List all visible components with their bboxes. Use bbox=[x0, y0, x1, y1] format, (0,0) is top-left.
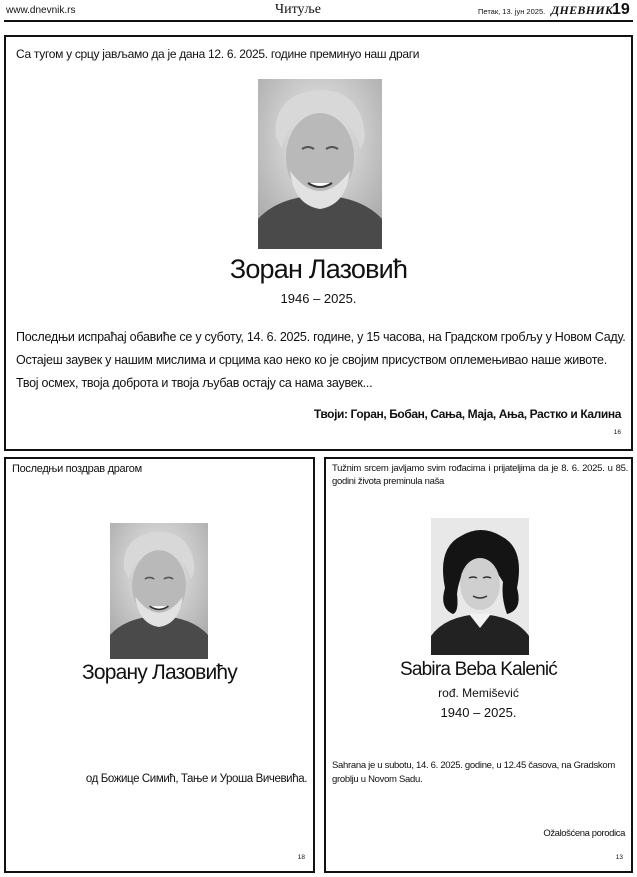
notice-code: 13 bbox=[615, 854, 623, 861]
life-years: 1940 – 2025. bbox=[440, 705, 517, 720]
deceased-name: Зоран Лазовић bbox=[229, 254, 408, 284]
notice-line: Твој осмех, твоја доброта и твоја љубав остају са нама заувек... bbox=[16, 376, 373, 390]
portrait-photo bbox=[431, 518, 529, 655]
funeral-info: Sahrana je u subotu, 14. 6. 2025. godine, u 12.45 časova, na Gradskom groblju u Novom Sadu. bbox=[332, 760, 615, 785]
notice-signature: Ožalošćena porodica bbox=[543, 828, 625, 839]
obituary-notice-2 bbox=[4, 457, 315, 873]
notice-line: Остајеш заувек у нашим мислима и срцима као неко ко је својим присуством оплемењивао наше животе. bbox=[16, 353, 607, 367]
issue-date: Петак, 13. јун 2025. bbox=[478, 7, 546, 16]
header-rule bbox=[4, 20, 633, 22]
portrait-photo bbox=[110, 523, 208, 659]
section-title: Читуље bbox=[275, 2, 321, 17]
obituary-notice-3 bbox=[324, 457, 633, 873]
site-url[interactable]: www.dnevnik.rs bbox=[6, 5, 76, 16]
deceased-name: Sabira Beba Kalenić bbox=[400, 659, 557, 680]
deceased-name: Зорану Лазовићу bbox=[81, 661, 238, 684]
portrait-man-icon bbox=[110, 523, 208, 659]
notice-body bbox=[16, 326, 626, 395]
life-years: 1946 – 2025. bbox=[280, 291, 357, 306]
masthead-logo: ДНЕВНИК bbox=[551, 3, 614, 17]
page-header bbox=[0, 0, 637, 22]
page-number: 19 bbox=[612, 1, 630, 18]
obituary-notice-1 bbox=[4, 35, 633, 451]
notice-intro: Са тугом у срцу јављамо да је дана 12. 6. 2025. године преминуо наш драги bbox=[16, 47, 420, 61]
notice-intro: Tužnim srcem javljamo svim rođacima i prijateljima da je 8. 6. 2025. u 85. godini života preminula naša bbox=[332, 463, 628, 487]
portrait-man-icon bbox=[258, 79, 382, 249]
portrait-woman-icon bbox=[431, 518, 529, 655]
notice-signature: од Божице Симић, Тање и Уроша Вичевића. bbox=[85, 773, 307, 785]
notice-code: 18 bbox=[297, 854, 305, 861]
notice-line: Последњи испраћај обавиће се у суботу, 14. 6. 2025. године, у 15 часова, на Градском гробљу у Новом Саду. bbox=[16, 330, 626, 344]
portrait-photo bbox=[258, 79, 382, 249]
maiden-name: rođ. Memišević bbox=[438, 686, 519, 700]
notice-code: 16 bbox=[613, 429, 621, 436]
notice-intro: Последњи поздрав драгом bbox=[12, 463, 142, 475]
notice-signature: Твоји: Горан, Бобан, Сања, Маја, Ања, Растко и Калина bbox=[313, 407, 621, 421]
